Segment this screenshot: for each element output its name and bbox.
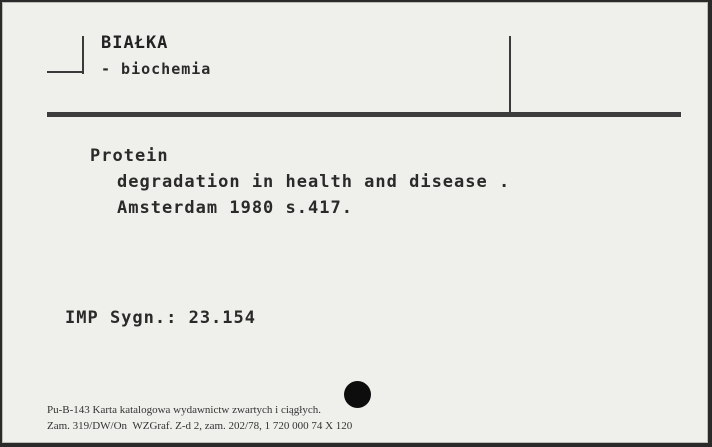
entry-title: Protein	[90, 146, 169, 166]
header-right-vertical-line	[509, 36, 511, 112]
header-left-vertical-line	[82, 36, 84, 74]
entry-subtitle: degradation in health and disease .	[117, 172, 511, 192]
horizontal-rule	[47, 112, 681, 117]
call-number: IMP Sygn.: 23.154	[65, 308, 256, 328]
subject-heading: BIAŁKA	[101, 33, 169, 53]
printer-footer-line2: Zam. 319/DW/On WZGraf. Z-d 2, zam. 202/78, 1 720 000 74 X 120	[47, 420, 353, 432]
printer-footer-line1: Pu-B-143 Karta katalogowa wydawnictw zwartych i ciągłych.	[47, 404, 321, 416]
punch-hole	[344, 381, 371, 408]
subject-subheading: - biochemia	[101, 60, 212, 78]
entry-publication: Amsterdam 1980 s.417.	[117, 198, 353, 218]
catalog-card	[2, 2, 708, 443]
header-left-horizontal-line	[47, 71, 83, 73]
